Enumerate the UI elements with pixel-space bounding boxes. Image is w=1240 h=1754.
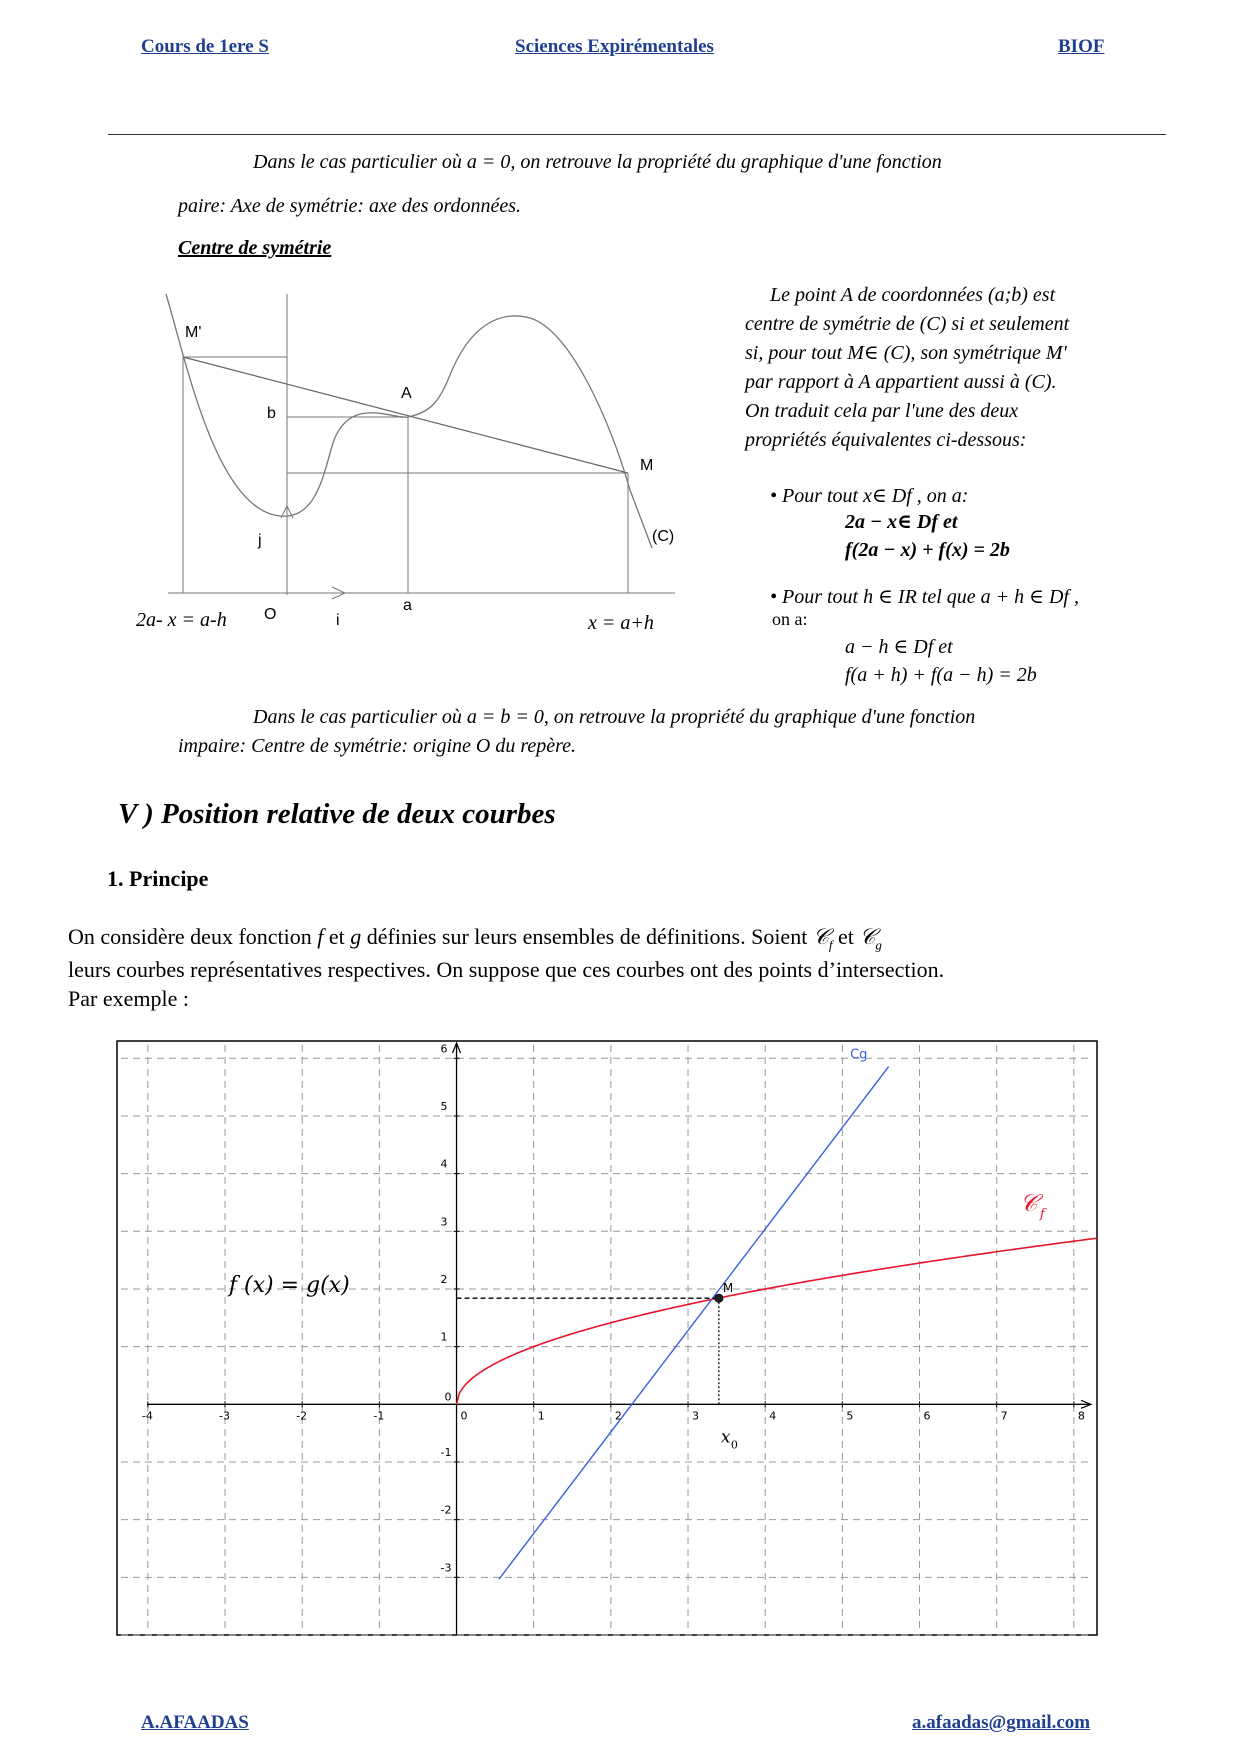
header-divider (108, 134, 1166, 135)
para-text-c: définies sur leurs ensembles de définitions. Soient (361, 924, 813, 949)
header-course: Cours de 1ere S (141, 36, 269, 57)
x-tick-label: -2 (296, 1409, 308, 1423)
y-tick-label: 4 (440, 1157, 448, 1171)
impaire-line-2: impaire: Centre de symétrie: origine O du repère. (178, 735, 577, 757)
equation-label: f (x) = g(x) (228, 1272, 350, 1298)
bullet-2-text: • Pour tout h ∈ IR tel que a + h ∈ Df , (770, 586, 1079, 608)
mprime-m-segment (183, 357, 628, 473)
x-tick-label: -4 (141, 1409, 153, 1423)
intro-line-2: paire: Axe de symétrie: axe des ordonnées. (178, 195, 522, 217)
bullet-2-eq-1: a − h ∈ Df et (845, 636, 953, 658)
y-tick-label: 5 (440, 1099, 448, 1113)
y-tick-label: -2 (440, 1503, 452, 1517)
footer-author: A.AFAADAS (141, 1712, 249, 1733)
x0-label: x (720, 1427, 731, 1448)
y-tick-label: 6 (440, 1042, 448, 1056)
intersection-chart (116, 1040, 1098, 1636)
cf-label-sub: f (1039, 1207, 1045, 1223)
definition-line-2: centre de symétrie de (C) si et seulement (745, 313, 1070, 335)
y-tick-label: 2 (440, 1272, 448, 1286)
header-subject: Sciences Expirémentales (515, 36, 714, 57)
label-point-a: A (401, 385, 412, 402)
label-right-x: x = a+h (588, 612, 654, 634)
x-tick-label: 8 (1077, 1409, 1085, 1423)
x-tick-label: 3 (692, 1409, 700, 1423)
bullet-2-eq-2: f(a + h) + f(a − h) = 2b (845, 664, 1037, 686)
y-tick-label: -3 (440, 1561, 452, 1575)
definition-line-4: par rapport à A appartient aussi à (C). (745, 371, 1057, 393)
intersection-label: M (722, 1281, 734, 1296)
bullet-1-text: • Pour tout x∈ Df , on a: (770, 485, 969, 507)
label-a-axis: a (403, 597, 412, 614)
y-tick-label: 0 (444, 1390, 452, 1404)
f-symbol: f (317, 924, 324, 949)
intro-paragraph-line-2: leurs courbes représentatives respectives. On suppose que ces courbes ont des points d’intersection. (68, 957, 945, 982)
intro-line-1: Dans le cas particulier où a = 0, on retrouve la propriété du graphique d'une fonction (253, 151, 942, 173)
intro-paragraph-line-3: Par exemple : (68, 986, 189, 1011)
x-tick-label: 7 (1000, 1409, 1008, 1423)
label-i: i (336, 612, 340, 629)
x-tick-label: 4 (769, 1409, 777, 1423)
para-et: et (832, 924, 860, 949)
curve-c (166, 294, 652, 548)
centre-symetrie-title: Centre de symétrie (178, 237, 332, 259)
definition-line-6: propriétés équivalentes ci-dessous: (745, 429, 1027, 451)
label-left-x: 2a- x = a-h (136, 609, 227, 631)
para-text-b: et (323, 924, 351, 949)
definition-line-3: si, pour tout M∈ (C), son symétrique M' (745, 342, 1067, 364)
label-m: M (640, 457, 654, 474)
y-tick-label: 1 (440, 1330, 448, 1344)
principe-title: 1. Principe (107, 866, 209, 891)
para-text-a: On considère deux fonction (68, 924, 318, 949)
x-tick-label: 2 (614, 1409, 622, 1423)
x-tick-label: -3 (219, 1409, 231, 1423)
label-origin-o: O (264, 606, 277, 623)
cg-label: Cg (850, 1047, 868, 1063)
x-tick-label: 0 (460, 1409, 468, 1423)
label-mprime: M' (185, 324, 202, 341)
label-b: b (267, 405, 276, 422)
intersection-point (715, 1294, 723, 1302)
x-tick-label: 6 (923, 1409, 931, 1423)
bullet-1-eq-2: f(2a − x) + f(x) = 2b (845, 539, 1010, 561)
header-biof: BIOF (1058, 36, 1105, 57)
bullet-1-eq-1: 2a − x∈ Df et (845, 511, 958, 533)
centre-definition (745, 281, 1145, 455)
x0-subscript: 0 (730, 1438, 738, 1452)
y-tick-label: -1 (440, 1445, 452, 1459)
chart-frame (117, 1041, 1097, 1635)
cg-symbol: 𝒞 (859, 924, 876, 949)
impaire-line-1: Dans le cas particulier où a = b = 0, on retrouve la propriété du graphique d'une fonction (253, 706, 976, 728)
definition-line-1: Le point A de coordonnées (a;b) est (770, 284, 1056, 306)
x-tick-label: 1 (537, 1409, 545, 1423)
cf-label: 𝒞 (1019, 1189, 1038, 1218)
label-j: j (258, 532, 262, 549)
footer-email[interactable]: a.afaadas@gmail.com (912, 1712, 1091, 1733)
section-v-title: V ) Position relative de deux courbes (118, 798, 556, 830)
y-tick-label: 3 (440, 1215, 448, 1229)
cg-subscript: g (875, 937, 882, 953)
bullet-2-on-a: on a: (772, 609, 808, 629)
x-tick-label: 5 (846, 1409, 854, 1423)
cf-symbol: 𝒞 (812, 924, 829, 949)
x-tick-label: -1 (373, 1409, 385, 1423)
symmetry-figure (120, 280, 720, 640)
label-curve-c: (C) (652, 528, 675, 545)
cf-subscript: f (828, 937, 833, 953)
definition-line-5: On traduit cela par l'une des deux (745, 400, 1019, 422)
g-symbol: g (350, 924, 362, 949)
